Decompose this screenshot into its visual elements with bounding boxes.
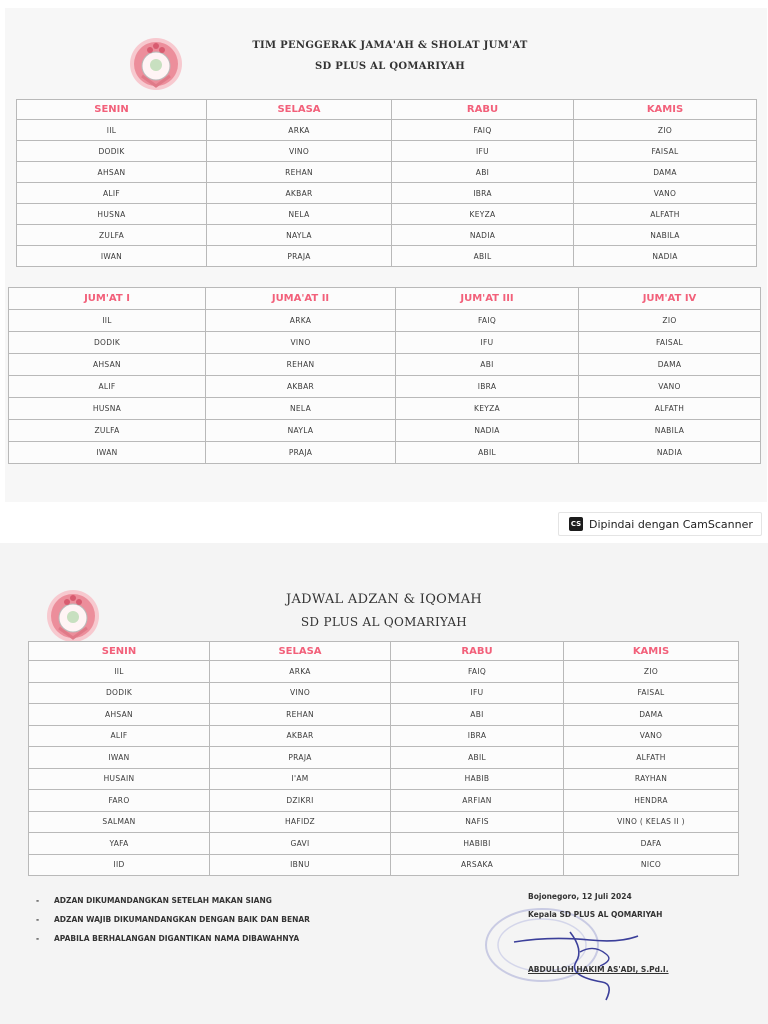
table-cell: DODIK xyxy=(29,682,210,704)
page2-title-line2: SD PLUS AL QOMARIYAH xyxy=(300,615,468,629)
col-header-jumat-4: JUM'AT IV xyxy=(579,288,761,310)
table-cell: ABIL xyxy=(396,442,579,464)
table-cell: HUSNA xyxy=(9,398,206,420)
table-row xyxy=(9,354,761,376)
table-cell: ABI xyxy=(391,704,564,726)
table-cell: RAYHAN xyxy=(564,768,739,790)
table-cell: IFU xyxy=(396,332,579,354)
table-cell: REHAN xyxy=(210,704,391,726)
weekday-schedule-table xyxy=(16,99,757,267)
adzan-schedule-table xyxy=(28,641,739,876)
table-cell: IWAN xyxy=(29,747,210,769)
table-row xyxy=(9,442,761,464)
table-row xyxy=(17,204,757,225)
weekday-header-row xyxy=(17,100,757,120)
table-cell: IWAN xyxy=(9,442,206,464)
table-cell: ZIO xyxy=(574,120,757,141)
table-cell: DODIK xyxy=(9,332,206,354)
page1-title-line1: TIM PENGGERAK JAMA'AH & SHOLAT JUM'AT xyxy=(252,40,528,51)
table-row xyxy=(9,398,761,420)
table-cell: ARFIAN xyxy=(391,790,564,812)
table-cell: VANO xyxy=(574,183,757,204)
table-cell: HUSNA xyxy=(17,204,207,225)
signature-position: Kepala SD PLUS AL QOMARIYAH xyxy=(528,910,663,919)
page2-title-line1: JADWAL ADZAN & IQOMAH xyxy=(285,592,483,607)
table-cell: NADIA xyxy=(574,246,757,267)
table-cell: ZULFA xyxy=(9,420,206,442)
table-row xyxy=(29,854,739,876)
table-cell: VANO xyxy=(564,725,739,747)
table-cell: VANO xyxy=(579,376,761,398)
col-header-rabu: RABU xyxy=(392,100,574,120)
table-cell: VINO xyxy=(206,332,396,354)
col-header-jumat-1: JUM'AT I xyxy=(9,288,206,310)
table-cell: NADIA xyxy=(392,225,574,246)
table-cell: DAFA xyxy=(564,833,739,855)
table-cell: AKBAR xyxy=(206,376,396,398)
table-cell: HABIB xyxy=(391,768,564,790)
table-row xyxy=(9,376,761,398)
table-cell: ALIF xyxy=(29,725,210,747)
table-cell: HUSAIN xyxy=(29,768,210,790)
table-row xyxy=(17,246,757,267)
col-header-jumat-3: JUM'AT III xyxy=(396,288,579,310)
signature-icon xyxy=(510,922,670,1002)
camscanner-label: Dipindai dengan CamScanner xyxy=(589,517,753,531)
table-cell: FAIQ xyxy=(396,310,579,332)
table-cell: NAYLA xyxy=(206,420,396,442)
table-cell: ARSAKA xyxy=(391,854,564,876)
table-cell: VINO xyxy=(210,682,391,704)
table-cell: FAIQ xyxy=(391,661,564,683)
table-cell: ALFATH xyxy=(564,747,739,769)
table-cell: ARKA xyxy=(210,661,391,683)
table-cell: PRAJA xyxy=(207,246,392,267)
table-cell: IIL xyxy=(17,120,207,141)
table-cell: IIL xyxy=(9,310,206,332)
table-row xyxy=(17,225,757,246)
table-row xyxy=(17,141,757,162)
table-row xyxy=(17,183,757,204)
table-cell: DAMA xyxy=(574,162,757,183)
adzan-header-row xyxy=(29,642,739,661)
table-cell: ARKA xyxy=(206,310,396,332)
table-cell: ARKA xyxy=(207,120,392,141)
table-cell: DODIK xyxy=(17,141,207,162)
table-cell: DZIKRI xyxy=(210,790,391,812)
table-row xyxy=(9,310,761,332)
table-cell: NAFIS xyxy=(391,811,564,833)
table-row xyxy=(29,811,739,833)
table-row xyxy=(29,833,739,855)
col-header-senin: SENIN xyxy=(17,100,207,120)
table-cell: FAISAL xyxy=(579,332,761,354)
page2-title xyxy=(200,592,568,629)
note-bullet: - xyxy=(36,915,40,924)
friday-header-row xyxy=(9,288,761,310)
note-item xyxy=(36,915,310,934)
table-cell: HAFIDZ xyxy=(210,811,391,833)
table-cell: AKBAR xyxy=(207,183,392,204)
table-cell: IID xyxy=(29,854,210,876)
table-cell: HABIBI xyxy=(391,833,564,855)
table-row xyxy=(29,682,739,704)
table-cell: REHAN xyxy=(206,354,396,376)
col-header-selasa: SELASA xyxy=(207,100,392,120)
table-cell: IFU xyxy=(391,682,564,704)
table-cell: FAISAL xyxy=(574,141,757,162)
page1-title xyxy=(190,40,590,72)
col-header-kamis: KAMIS xyxy=(574,100,757,120)
table-cell: ALFATH xyxy=(579,398,761,420)
note-bullet: - xyxy=(36,934,40,943)
table-cell: AKBAR xyxy=(210,725,391,747)
table-cell: ABIL xyxy=(392,246,574,267)
table-cell: FARO xyxy=(29,790,210,812)
table-row xyxy=(29,725,739,747)
table-cell: IIL xyxy=(29,661,210,683)
note-text: APABILA BERHALANGAN DIGANTIKAN NAMA DIBAWAHNYA xyxy=(54,934,300,943)
table-cell: I'AM xyxy=(210,768,391,790)
table-row xyxy=(9,420,761,442)
table-row xyxy=(17,162,757,183)
table-cell: ALIF xyxy=(9,376,206,398)
table-cell: HENDRA xyxy=(564,790,739,812)
table-row xyxy=(17,120,757,141)
table-cell: ZIO xyxy=(579,310,761,332)
table-row xyxy=(29,661,739,683)
table-cell: NADIA xyxy=(579,442,761,464)
table-cell: ABI xyxy=(392,162,574,183)
signature-name: ABDULLOH HAKIM AS'ADI, S.Pd.I. xyxy=(528,965,669,974)
table-cell: NABILA xyxy=(574,225,757,246)
table-cell: GAVI xyxy=(210,833,391,855)
table-cell: IBRA xyxy=(392,183,574,204)
col-header-jumat-2: JUMA'AT II xyxy=(206,288,396,310)
friday-schedule-table xyxy=(8,287,761,464)
table-cell: SALMAN xyxy=(29,811,210,833)
school-logo-icon xyxy=(45,588,101,644)
table-cell: ABIL xyxy=(391,747,564,769)
table-cell: ZULFA xyxy=(17,225,207,246)
table-cell: PRAJA xyxy=(210,747,391,769)
table-cell: KEYZA xyxy=(396,398,579,420)
table-row xyxy=(29,704,739,726)
page1-title-line2: SD PLUS AL QOMARIYAH xyxy=(314,61,466,72)
col-header-selasa: SELASA xyxy=(210,642,391,661)
table-cell: NAYLA xyxy=(207,225,392,246)
col-header-kamis: KAMIS xyxy=(564,642,739,661)
table-cell: DAMA xyxy=(579,354,761,376)
note-item xyxy=(36,896,310,915)
table-cell: NABILA xyxy=(579,420,761,442)
table-cell: ZIO xyxy=(564,661,739,683)
table-cell: VINO xyxy=(207,141,392,162)
note-text: ADZAN DIKUMANDANGKAN SETELAH MAKAN SIANG xyxy=(54,896,272,905)
note-item xyxy=(36,934,310,953)
table-cell: IBRA xyxy=(391,725,564,747)
table-row xyxy=(29,747,739,769)
notes-list xyxy=(36,896,310,953)
note-text: ADZAN WAJIB DIKUMANDANGKAN DENGAN BAIK DAN BENAR xyxy=(54,915,310,924)
camscanner-icon: CS xyxy=(569,517,583,531)
table-cell: AHSAN xyxy=(9,354,206,376)
table-cell: ALIF xyxy=(17,183,207,204)
table-cell: PRAJA xyxy=(206,442,396,464)
camscanner-badge xyxy=(558,512,762,536)
table-cell: AHSAN xyxy=(29,704,210,726)
table-row xyxy=(29,768,739,790)
table-cell: NICO xyxy=(564,854,739,876)
table-cell: FAISAL xyxy=(564,682,739,704)
table-cell: FAIQ xyxy=(392,120,574,141)
col-header-rabu: RABU xyxy=(391,642,564,661)
table-cell: VINO ( KELAS II ) xyxy=(564,811,739,833)
table-cell: IBNU xyxy=(210,854,391,876)
table-cell: IFU xyxy=(392,141,574,162)
table-cell: NADIA xyxy=(396,420,579,442)
table-cell: NELA xyxy=(206,398,396,420)
note-bullet: - xyxy=(36,896,40,905)
table-cell: KEYZA xyxy=(392,204,574,225)
table-cell: IWAN xyxy=(17,246,207,267)
table-cell: NELA xyxy=(207,204,392,225)
table-row xyxy=(29,790,739,812)
signature-place-date: Bojonegoro, 12 Juli 2024 xyxy=(528,892,632,901)
table-cell: YAFA xyxy=(29,833,210,855)
table-cell: ALFATH xyxy=(574,204,757,225)
signature-block xyxy=(528,892,662,919)
table-cell: IBRA xyxy=(396,376,579,398)
table-cell: AHSAN xyxy=(17,162,207,183)
table-cell: DAMA xyxy=(564,704,739,726)
col-header-senin: SENIN xyxy=(29,642,210,661)
table-cell: ABI xyxy=(396,354,579,376)
table-cell: REHAN xyxy=(207,162,392,183)
table-row xyxy=(9,332,761,354)
school-logo-icon xyxy=(128,36,184,92)
